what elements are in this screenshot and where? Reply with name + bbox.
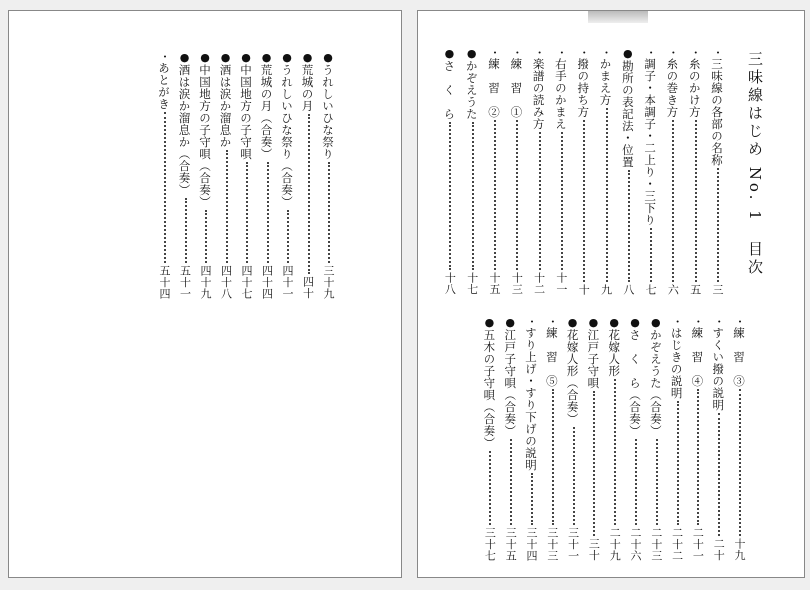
toc-title: 調子・本調子・二上り・三下り [643,58,658,226]
toc-page-number: 十七 [465,272,479,295]
toc-bullet: ・ [691,316,705,327]
toc-bullet: ・ [532,47,546,58]
toc-title: はじきの説明 [669,327,684,399]
toc-entry [503,316,517,561]
toc-entry [621,47,635,295]
toc-title: 糸の巻き方 [665,58,680,118]
toc-entry [178,51,192,299]
toc-title: 練 習 ② [487,58,501,118]
toc-title: 五木の子守唄（合奏） [482,329,497,449]
toc-leader-dots [650,228,652,282]
toc-page-number: 四十 [301,276,315,299]
toc-leader-dots [539,132,541,270]
toc-leader-dots [494,120,496,270]
toc-leader-dots [606,108,608,282]
toc-bullet: ● [465,47,479,60]
toc-entry [711,316,725,561]
toc-entry [301,51,315,299]
toc-page-number: 四十九 [199,264,212,299]
toc-page-number: 四十七 [240,264,253,299]
toc-title: 酒は涙か溜息か [218,64,233,148]
toc-page-number: 五 [688,283,702,295]
toc-title: 練 習 ⑤ [544,327,559,387]
toc-title: 中国地方の子守唄（合奏） [198,64,212,208]
toc-bullet: ● [482,316,496,329]
toc-page-number: 五十一 [178,264,192,299]
toc-title: 三味線の各部の名称 [710,58,724,166]
toc-leader-dots [561,132,563,270]
toc-page-number: 二十二 [670,526,684,561]
toc-title: すり上げ・すり下げの説明 [524,327,538,471]
toc-page-number: 十三 [510,272,524,295]
toc-page-number: 三十四 [525,526,538,561]
toc-page-number: 六 [666,283,680,295]
toc-title: 荒城の月 [300,64,315,112]
toc-bullet: ● [566,316,580,329]
toc-page-number: 二十三 [649,526,663,561]
toc-entry [586,316,600,561]
toc-bullet: ・ [599,47,613,58]
toc-leader-dots [593,391,595,536]
toc-entry [157,51,171,299]
toc-leader-dots [614,379,616,525]
toc-entry [219,51,233,299]
toc-leader-dots [185,198,187,263]
toc-title: かぞえうた [464,60,479,120]
toc-title: かまえ方 [598,58,613,106]
toc-title: あとがき [157,62,171,110]
toc-bullet: ・ [711,47,724,58]
toc-bullet: ・ [670,316,684,327]
toc-title: うれしいひな祭り [321,64,335,160]
toc-entry [509,47,523,295]
book-title: 三味線はじめ No. 1 目次 [746,51,764,277]
toc-bullet: ・ [554,47,568,58]
toc-bullet: ・ [158,51,171,62]
toc-bullet: ・ [488,47,501,58]
toc-leader-dots [328,162,330,263]
toc-leader-dots [308,114,310,274]
toc-entry [465,47,479,295]
toc-leader-dots [246,162,248,263]
toc-page-number: 十二 [532,272,546,295]
toc-leader-dots [695,120,697,282]
toc-title: 練 習 ① [509,58,524,118]
toc-leader-dots [635,439,637,525]
toc-entry [545,316,559,561]
toc-page-number: 三 [711,283,724,295]
toc-title: うれしいひな祭り（合奏） [280,64,294,208]
toc-leader-dots [677,401,679,525]
toc-entry [321,51,335,299]
toc-title: 撥の持ち方 [576,58,591,118]
toc-page-number: 四十四 [260,264,274,299]
toc-bullet: ● [260,51,273,64]
toc-title: 糸のかけ方 [687,58,702,118]
toc-leader-dots [697,389,699,525]
toc-entry [487,47,501,295]
right-page [417,10,805,578]
toc-page-number: 十 [577,283,591,295]
toc-bullet: ● [607,316,621,329]
toc-entry [280,51,294,299]
toc-bullet: ● [239,51,253,64]
toc-entry [665,47,679,295]
toc-page-number: 三十九 [322,264,335,299]
toc-bullet: ● [649,316,663,329]
toc-bullet: ● [503,316,517,329]
toc-entry [649,316,663,561]
toc-bullet: ・ [644,47,658,58]
toc-bullet: ● [321,51,335,64]
toc-bullet: ・ [712,316,726,327]
toc-entry [576,47,590,295]
toc-entry [482,316,496,561]
toc-bullet: ・ [733,316,746,327]
toc-leader-dots [449,122,451,270]
toc-page-number: 八 [621,283,635,295]
toc-title: 花嫁人形 [607,329,622,377]
toc-title: 楽譜の読み方 [531,58,546,130]
toc-entry [554,47,568,295]
toc-leader-dots [552,389,554,525]
toc-leader-dots [717,168,719,282]
toc-title: 右手のかまえ [553,58,568,130]
toc-page-number: 十一 [554,272,568,295]
toc-entry [732,316,746,561]
toc-entry [442,47,456,295]
toc-entry [607,316,621,561]
toc-bullet: ● [219,51,232,64]
toc-bullet: ・ [577,47,591,58]
toc-page-number: 三十三 [545,526,559,561]
toc-bullet: ● [621,47,635,60]
toc-leader-dots [472,122,474,270]
toc-page-number: 十九 [733,538,746,561]
toc-entry [688,47,702,295]
toc-leader-dots [287,210,289,263]
toc-leader-dots [583,120,585,282]
toc-bullet: ● [178,51,191,64]
toc-bullet: ● [586,316,600,329]
toc-bullet: ● [628,316,642,329]
toc-title: 練 習 ④ [690,327,705,387]
toc-leader-dots [489,451,491,525]
toc-bullet: ・ [666,47,680,58]
toc-page-number: 九 [599,283,613,295]
toc-title: 花嫁人形（合奏） [565,329,580,425]
toc-bullet: ・ [525,316,538,327]
toc-entry [710,47,724,295]
toc-entry [260,51,274,299]
toc-leader-dots [516,120,518,270]
toc-title: 江戸子守唄（合奏） [503,329,518,437]
toc-title: 江戸子守唄 [586,329,601,389]
toc-entry [690,316,704,561]
toc-leader-dots [267,162,269,263]
toc-leader-dots [531,473,533,525]
toc-bullet: ・ [545,316,559,327]
toc-leader-dots [510,439,512,525]
toc-page-number: 五十四 [158,264,171,299]
toc-title: 勘所の表記法・位置 [620,60,635,168]
toc-leader-dots [718,413,720,536]
scan-smudge [588,11,648,23]
toc-title: 酒は涙か溜息か（合奏） [177,64,192,196]
toc-leader-dots [739,389,741,536]
toc-entry [599,47,613,295]
toc-title: 中国地方の子守唄 [239,64,253,160]
toc-bullet: ● [280,51,294,64]
toc-bullet: ・ [688,47,702,58]
toc-page-number: 十五 [488,272,501,295]
toc-entry [239,51,253,299]
toc-leader-dots [205,210,207,263]
toc-page-number: 二十九 [608,526,622,561]
toc-bullet: ・ [510,47,524,58]
toc-page-number: 二十 [712,538,726,561]
toc-page-number: 三十 [587,538,601,561]
toc-leader-dots [226,150,228,263]
toc-title: すくい撥の説明 [711,327,726,411]
toc-page-number: 二十一 [691,526,705,561]
toc-bullet: ● [301,51,314,64]
toc-title: かぞえうた（合奏） [648,329,663,437]
toc-entry [628,316,642,561]
toc-page-number: 四十八 [219,264,233,299]
toc-page-number: 二十六 [629,526,642,561]
toc-title: 荒城の月（合奏） [259,64,274,160]
toc-page-number: 三十五 [504,526,518,561]
toc-title: さ く ら [442,60,457,120]
toc-entry [532,47,546,295]
toc-title: さ く ら（合奏） [628,329,642,437]
toc-entry [198,51,212,299]
toc-title: 練 習 ③ [732,327,746,387]
toc-bullet: ● [442,47,456,60]
toc-entry [566,316,580,561]
toc-entry [643,47,657,295]
toc-entry [524,316,538,561]
toc-leader-dots [628,170,630,282]
toc-leader-dots [573,427,575,525]
toc-leader-dots [164,112,166,263]
left-page [8,10,402,578]
toc-entry [670,316,684,561]
toc-bullet: ● [198,51,212,64]
toc-leader-dots [656,439,658,525]
toc-page-number: 三十七 [483,526,497,561]
toc-page-number: 十八 [443,272,457,295]
toc-page-number: 四十一 [281,264,294,299]
toc-page-number: 七 [644,283,658,295]
toc-leader-dots [672,120,674,282]
toc-page-number: 三十一 [566,526,580,561]
